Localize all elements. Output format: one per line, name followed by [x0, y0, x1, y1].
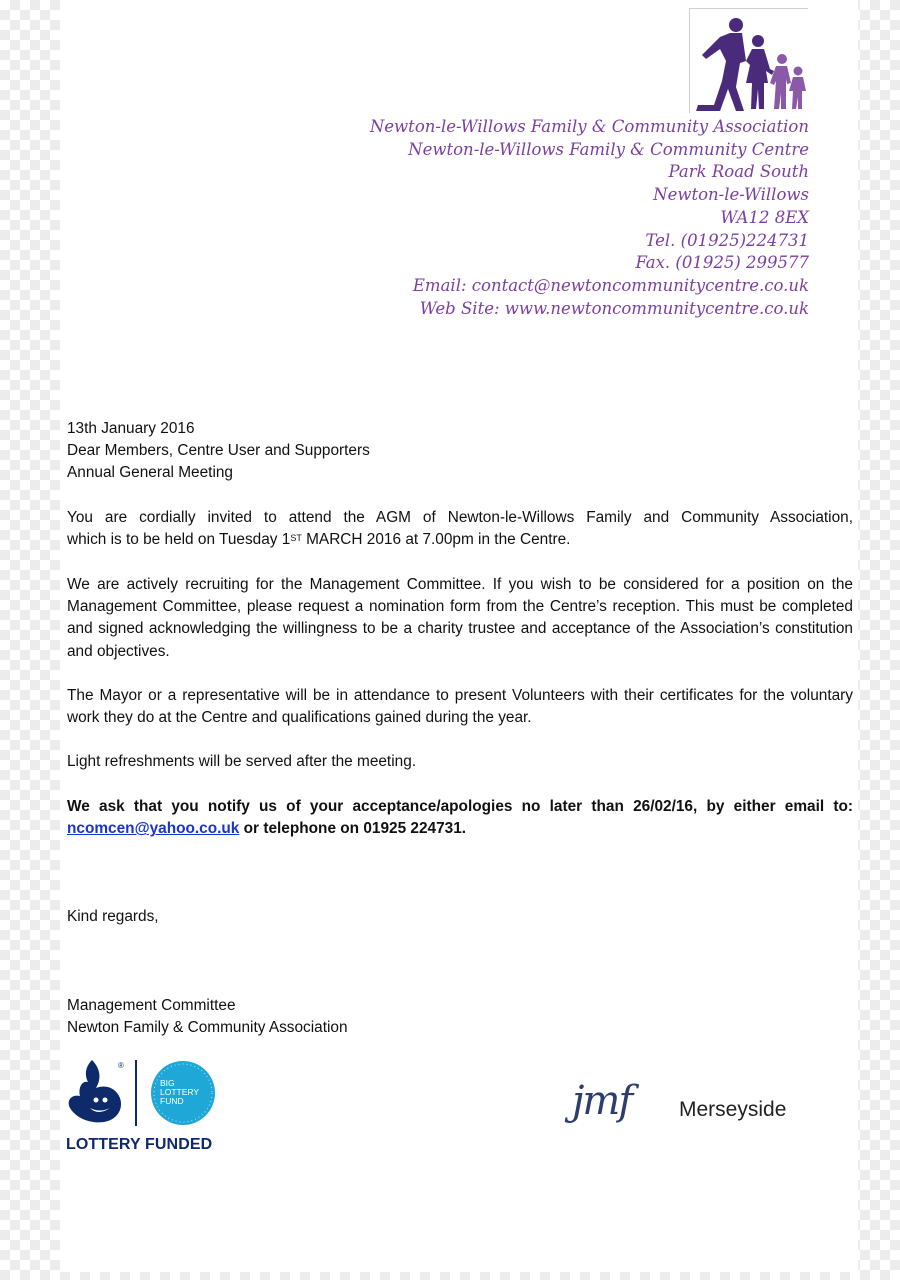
address-fax: Fax. (01925) 299577: [635, 253, 809, 273]
letter-closing: [67, 906, 853, 928]
family-logo: [689, 8, 808, 113]
lottery-divider: [135, 1060, 137, 1126]
jmf-logo: jmf: [572, 1078, 632, 1124]
rsvp-email-link[interactable]: ncomcen@yahoo.co.uk: [67, 820, 240, 838]
address-centre: Newton-le-Willows Family & Community Centre: [408, 139, 809, 159]
invitation-text-2b: MARCH 2016 at 7.00pm in the Centre.: [301, 531, 571, 549]
letter-page: [60, 0, 858, 1272]
letter-date: 13th January 2016: [67, 420, 195, 437]
address-street: Park Road South: [668, 162, 809, 182]
closing-text: Kind regards,: [67, 908, 159, 925]
invitation-line-2: [67, 529, 853, 551]
rsvp-text-2: or telephone on 01925 224731.: [239, 820, 467, 838]
invitation-text-1: You are cordially invited to attend the AGM of Newton-le-Willows Family and Community Association,: [67, 509, 853, 526]
letter-subject: Annual General Meeting: [67, 464, 233, 482]
address-email: Email: contact@newtoncommunitycentre.co.uk: [412, 275, 809, 295]
mayor-text: The Mayor or a representative will be in attendance to present Volunteers with their certificates for the voluntary work they do at the Centre and qualifications gained during the year.: [67, 687, 853, 727]
paragraph-rsvp: [67, 796, 853, 840]
letter-salutation: Dear Members, Centre User and Supporters: [67, 442, 370, 460]
signature-line-1: Management Committee: [67, 997, 236, 1014]
paragraph-recruiting: [67, 574, 853, 663]
paragraph-mayor: [67, 685, 853, 729]
merseyside-label: Merseyside: [679, 1098, 787, 1121]
lottery-badge-text: BIG LOTTERY FUND: [160, 1078, 199, 1106]
lottery-hand-icon: [66, 1058, 130, 1128]
invitation-superscript: ST: [290, 533, 302, 544]
svg-text:®: ®: [118, 1061, 124, 1070]
letter-heading: [67, 418, 853, 485]
rsvp-line-2: [67, 818, 853, 840]
address-town: Newton-le-Willows: [653, 185, 809, 205]
address-tel: Tel. (01925)224731: [645, 230, 809, 250]
family-logo-icon: [690, 9, 808, 113]
rsvp-line-1: [67, 796, 853, 818]
invitation-line-1: [67, 507, 853, 529]
letter-signature: [67, 995, 853, 1039]
lottery-funded-label: LOTTERY FUNDED: [66, 1136, 213, 1153]
invitation-text-2a: which is to be held on Tuesday 1: [67, 531, 291, 549]
address-postcode: WA12 8EX: [720, 207, 809, 227]
recruiting-text: We are actively recruiting for the Management Committee. If you wish to be considered for a position on the Management Committee, please request a nomination form from the Centre’s reception. This must be completed and signed acknowledging the willingness to be a charity trustee and acceptance of the Association’s constitution and objectives.: [67, 576, 853, 660]
address-website: Web Site: www.newtoncommunitycentre.co.uk: [419, 298, 809, 318]
signature-line-2: Newton Family & Community Association: [67, 1019, 348, 1037]
paragraph-invitation: [67, 507, 853, 551]
refreshments-text: Light refreshments will be served after the meeting.: [67, 753, 417, 770]
address-org: Newton-le-Willows Family & Community Association: [369, 117, 809, 136]
rsvp-text-1: We ask that you notify us of your acceptance/apologies no later than 26/02/16, by either email to:: [67, 798, 853, 815]
address-block: [370, 116, 809, 320]
paragraph-refreshments: [67, 751, 853, 773]
